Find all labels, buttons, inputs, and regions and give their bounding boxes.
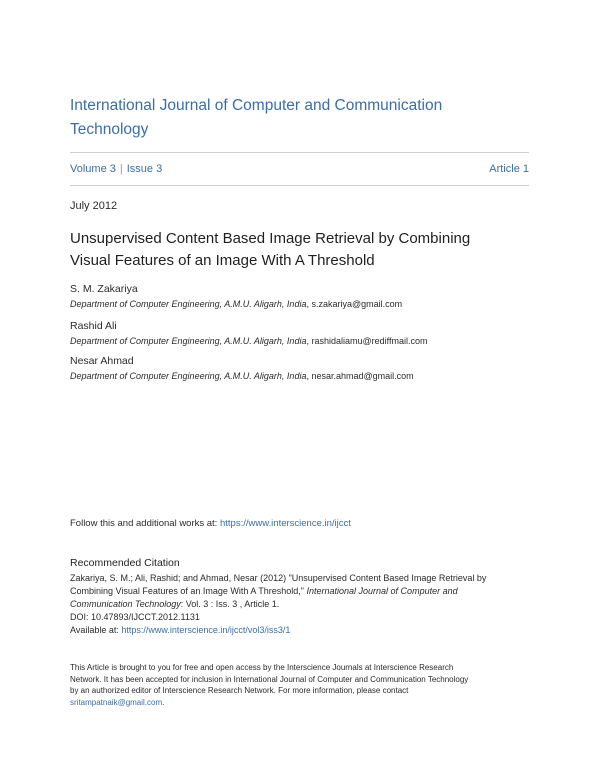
author-email: nesar.ahmad@gmail.com [311, 371, 414, 381]
author-entry [70, 355, 540, 383]
citation-line2-text: Combining Visual Features of an Image With A Threshold," [70, 586, 307, 596]
contact-email-link[interactable]: sritampatnaik@gmail.com [70, 697, 163, 707]
affiliation-text: Department of Computer Engineering, A.M.U. Aligarh, India [70, 299, 307, 309]
citation-line3 [70, 598, 540, 611]
author-name: Rashid Ali [70, 320, 117, 332]
affiliation-text: Department of Computer Engineering, A.M.U. Aligarh, India [70, 371, 307, 381]
article-link[interactable]: Article 1 [489, 163, 529, 175]
separator: | [119, 163, 123, 175]
author-affiliation: Department of Computer Engineering, A.M.U. Aligarh, India, nesar.ahmad@gmail.com [70, 371, 414, 381]
author-affiliation: Department of Computer Engineering, A.M.U. Aligarh, India, s.zakariya@gmail.com [70, 299, 403, 309]
paper-title [70, 228, 540, 272]
paper-title-line1: Unsupervised Content Based Image Retrieval by Combining [70, 230, 471, 247]
citation-line1: Zakariya, S. M.; Ali, Rashid; and Ahmad, Nesar (2012) "Unsupervised Content Based Image Retrieval by [70, 573, 487, 583]
follow-line [70, 518, 351, 529]
top-divider [70, 152, 529, 153]
follow-link[interactable]: https://www.interscience.in/ijcct [219, 518, 351, 529]
volume-link[interactable]: Volume 3 [70, 163, 116, 175]
author-entry [70, 283, 540, 311]
notice-line4 [70, 697, 510, 709]
author-name: S. M. Zakariya [70, 283, 138, 295]
citation-doi: DOI: 10.47893/IJCCT.2012.1131 [70, 612, 200, 622]
available-link[interactable]: https://www.interscience.in/ijcct/vol3/iss3/1 [121, 625, 291, 635]
journal-title-line2: Technology [70, 121, 149, 138]
paper-title-line2: Visual Features of an Image With A Threshold [70, 252, 375, 269]
available-label: Available at: [70, 625, 122, 635]
issue-link[interactable]: Issue 3 [126, 163, 163, 175]
notice-line2: Network. It has been accepted for inclusion in International Journal of Computer and Communication Technology [70, 674, 469, 684]
journal-title[interactable] [70, 94, 530, 142]
citation-available [70, 624, 540, 637]
citation-volume-text: : Vol. 3 : Iss. 3 , Article 1. [180, 599, 280, 609]
notice-line3: by an authorized editor of Interscience Research Network. For more information, please contact [70, 686, 409, 695]
author-email: rashidaliamu@rediffmail.com [311, 336, 428, 346]
access-notice [70, 662, 510, 708]
affiliation-text: Department of Computer Engineering, A.M.U. Aligarh, India [70, 336, 307, 346]
citation-line2 [70, 585, 540, 598]
notice-period: . [162, 697, 165, 707]
notice-line1: This Article is brought to you for free and open access by the Interscience Journals at Interscience Research [70, 663, 454, 672]
issue-line [70, 163, 529, 175]
author-name: Nesar Ahmad [70, 355, 134, 367]
publication-date: July 2012 [70, 200, 118, 212]
citation-journal-italic-cont: Communication Technology [70, 599, 181, 609]
author-email: s.zakariya@gmail.com [311, 299, 403, 309]
follow-text: Follow this and additional works at: [70, 518, 220, 529]
citation-block [70, 572, 540, 637]
citation-heading: Recommended Citation [70, 557, 180, 569]
bottom-divider [70, 185, 529, 186]
author-entry [70, 320, 540, 348]
journal-title-line1: International Journal of Computer and Communication [70, 97, 443, 114]
author-affiliation: Department of Computer Engineering, A.M.U. Aligarh, India, rashidaliamu@rediffmail.com [70, 336, 428, 346]
citation-journal-italic: International Journal of Computer and [306, 586, 458, 596]
